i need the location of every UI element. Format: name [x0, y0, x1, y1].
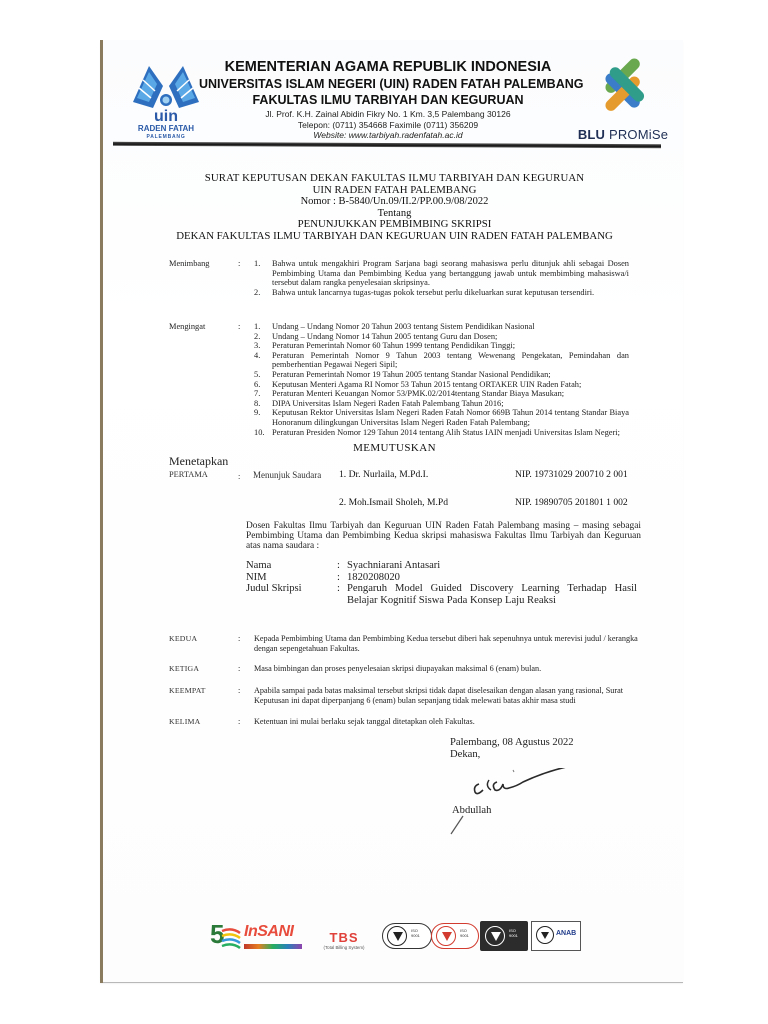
- iso-9001-dark-badge-icon: ISO 9001: [480, 921, 528, 951]
- list-item: 1. Bahwa untuk mengakhiri Program Sarjana bagi seorang mahasiswa perlu ditunjuk ahli sebagai Dosen Pembimbing Utama dan Pembimbing Kedua yang bertanggung jawab untuk membimbing mahasiswa/i tersebut dalam rangka penyelesaian skripsinya.: [254, 259, 629, 288]
- faculty-address: Jl. Prof. K.H. Zainal Abidin Fikry No. 1 Km. 3,5 Palembang 30126: [265, 109, 511, 119]
- student-nim-row: [246, 572, 646, 584]
- menimbang-label: Menimbang: [169, 259, 210, 268]
- title-line-2: UIN RADEN FATAH PALEMBANG: [312, 183, 477, 196]
- advisor-1-name: 1. Dr. Nurlaila, M.Pd.I.: [339, 469, 429, 480]
- decree-number: Nomor : B-5840/Un.09/II.2/PP.00.9/08/2022: [300, 196, 489, 208]
- decree-subject: PENUNJUKKAN PEMBIMBING SKRIPSI: [297, 218, 492, 231]
- list-item: 2. Bahwa untuk lancarnya tugas-tugas pokok tersebut perlu dikeluarkan surat keputusan tersendiri.: [254, 287, 595, 297]
- anab-badge-icon: ANAB: [531, 921, 581, 951]
- list-item: 10. Peraturan Presiden Nomor 129 Tahun 2014 tentang Alih Status IAIN menjadi Universitas Islam Negeri;: [254, 427, 620, 437]
- title-about: Tentang: [377, 207, 412, 219]
- clause-label: KEDUA: [169, 634, 198, 643]
- svg-text:PALEMBANG: PALEMBANG: [146, 134, 186, 140]
- decree-issuer: DEKAN FAKULTAS ILMU TARBIYAH DAN KEGURUAN UIN RADEN FATAH PALEMBANG: [176, 229, 613, 242]
- certification-footer: [204, 917, 584, 959]
- student-details: [246, 560, 646, 606]
- thesis-title-row: [246, 583, 646, 606]
- clause-kelima: [169, 717, 639, 727]
- iso-9001-red-badge-icon: ISO 9001: [431, 923, 479, 949]
- faculty-phone: Telepon: (0711) 354668 Faximile (0711) 356209: [297, 119, 479, 130]
- student-name-row: [246, 560, 646, 572]
- place-date: Palembang, 08 Agustus 2022: [450, 737, 574, 748]
- menimbang-list: [254, 259, 629, 297]
- letterhead: [199, 58, 584, 141]
- five-years-badge-icon: 5: [210, 919, 225, 949]
- mengingat-label: Mengingat: [169, 322, 206, 331]
- signer-title: Dekan,: [450, 749, 481, 761]
- rainbow-stripes-icon: [220, 927, 242, 949]
- handwritten-signature-icon: [423, 768, 593, 838]
- pertama-label: PERTAMA: [169, 470, 208, 479]
- list-item: 6. Keputusan Menteri Agama RI Nomor 53 Tahun 2015 tentang ORTAKER UIN Raden Fatah;: [254, 379, 582, 389]
- faculty-name: FAKULTAS ILMU TARBIYAH DAN KEGURUAN: [252, 93, 524, 107]
- iso-9001-badge-icon: ISO 9001: [382, 923, 432, 949]
- tbs-caption: (Total Billing System): [323, 945, 365, 950]
- menunjuk-label: Menunjuk Saudara: [253, 470, 322, 480]
- list-item: 5. Peraturan Pemerintah Nomor 19 Tahun 2005 tentang Standar Nasional Pendidikan;: [254, 369, 551, 379]
- signature-block: [450, 737, 574, 816]
- list-item: 1. Undang – Undang Nomor 20 Tahun 2003 tentang Sistem Pendidikan Nasional: [254, 322, 535, 331]
- clause-text: Apabila sampai pada batas maksimal tersebut skripsi tidak dapat diselesaikan dengan alasan yang rasional, Surat Keputusan ini dapat diperpanjang 6 (enam) bulan sepanjang tidak melewati batas akhir masa studi: [254, 686, 624, 705]
- blu-promise-icon: [591, 58, 655, 120]
- insani-badge-icon: InSANI: [244, 923, 294, 940]
- list-item: 8. DIPA Universitas Islam Negeri Raden Fatah Palembang Tahun 2016;: [254, 398, 504, 408]
- document-page: [100, 40, 683, 983]
- clause-label: KETIGA: [169, 664, 200, 673]
- list-item: 3. Peraturan Pemerintah Nomor 60 Tahun 1999 tentang Pendidikan Tinggi;: [254, 341, 516, 351]
- clause-ketiga: [169, 664, 639, 674]
- advisor-assignment-paragraph: Dosen Fakultas Ilmu Tarbiyah dan Keguruan UIN Raden Fatah Palembang masing – masing sebagai Pembimbing Utama dan Pembimbing Kedua skripsi mahasiswa Fakultas Ilmu Tarbiyah dan Keguruan atas nama saudara :: [246, 521, 641, 552]
- colon: :: [337, 583, 340, 595]
- clause-kedua: [169, 634, 639, 654]
- colon: :: [238, 664, 241, 673]
- svg-text:uin: uin: [154, 108, 178, 125]
- colon: :: [238, 259, 241, 268]
- clause-label: KEEMPAT: [169, 686, 206, 695]
- clause-text: Masa bimbingan dan proses penyelesaian skripsi diupayakan maksimal 6 (enam) bulan.: [254, 664, 542, 673]
- list-item: 9. Keputusan Rektor Universitas Islam Negeri Raden Fatah Nomor 669B Tahun 2014 tentang Standar Biaya Honoranum dilingkungan Universitas Islam Negeri Raden Fatah Palembang;: [254, 408, 629, 427]
- decree-title: [103, 173, 686, 243]
- svg-text:RADEN FATAH: RADEN FATAH: [137, 124, 195, 133]
- uin-raden-fatah-logo-icon: [127, 58, 205, 140]
- clause-label: KELIMA: [169, 717, 201, 726]
- title-line-1: SURAT KEPUTUSAN DEKAN FAKULTAS ILMU TARBIYAH DAN KEGURUAN: [204, 172, 585, 184]
- tbs-badge-icon: TBS: [329, 930, 359, 945]
- student-name-label: Nama: [246, 560, 272, 571]
- paper-bottom-edge: [103, 982, 683, 983]
- blu-promise-logo: [573, 58, 673, 156]
- colon: :: [238, 686, 241, 695]
- memutuskan-heading: MEMUTUSKAN: [353, 442, 436, 454]
- mengingat-list: [254, 322, 629, 437]
- list-item: 4. Peraturan Pemerintah Nomor 9 Tahun 2003 tentang Wewenang Pengekatan, Pemindahan dan pemberhentian Pegawai Negeri Sipil;: [254, 350, 629, 370]
- university-name: UNIVERSITAS ISLAM NEGERI (UIN) RADEN FATAH PALEMBANG: [199, 77, 584, 91]
- menimbang-section: [169, 259, 639, 309]
- advisor-2-name: 2. Moh.Ismail Sholeh, M.Pd: [339, 497, 449, 508]
- list-item: 7. Peraturan Menteri Keuangan Nomor 53/PMK.02/2014tentang Standar Biaya Masukan;: [254, 389, 565, 399]
- colon: :: [238, 322, 241, 331]
- thesis-title: Pengaruh Model Guided Discovery Learning Terhadap Hasil Belajar Kognitif Siswa Pada Konsep Laju Reaksi: [347, 583, 637, 606]
- mengingat-section: [169, 322, 639, 442]
- thesis-title-label: Judul Skripsi: [246, 583, 302, 595]
- blu-promise-label: BLU PROMiSe: [577, 127, 669, 142]
- student-nim: 1820208020: [347, 571, 400, 583]
- clause-keempat: [169, 686, 639, 706]
- colon: :: [337, 560, 340, 571]
- menetapkan-label: Menetapkan: [169, 454, 229, 468]
- advisor-2-nip: NIP. 19890705 201801 1 002: [515, 497, 628, 508]
- clause-text: Kepada Pembimbing Utama dan Pembimbing Kedua tersebut diberi hak sepenuhnya untuk merevisi judul / kerangka dengan sepengetahuan Fakultas.: [254, 634, 638, 653]
- colon: :: [337, 571, 340, 583]
- clause-text: Ketentuan ini mulai berlaku sejak tanggal ditetapkan oleh Fakultas.: [254, 717, 475, 726]
- colon: :: [238, 634, 241, 643]
- student-name: Syachniarani Antasari: [347, 560, 441, 571]
- signer-name: Abdullah: [452, 805, 492, 816]
- colon: :: [238, 717, 241, 726]
- list-item: 2. Undang – Undang Nomor 14 Tahun 2005 tentang Guru dan Dosen;: [254, 331, 498, 341]
- faculty-website: Website: www.tarbiyah.radenfatah.ac.id: [313, 130, 463, 140]
- insani-tagline-bar: [244, 944, 302, 949]
- advisor-1-nip: NIP. 19731029 200710 2 001: [515, 469, 628, 480]
- student-nim-label: NIM: [246, 571, 267, 583]
- colon: :: [238, 472, 241, 481]
- ministry-name: KEMENTERIAN AGAMA REPUBLIK INDONESIA: [224, 59, 552, 75]
